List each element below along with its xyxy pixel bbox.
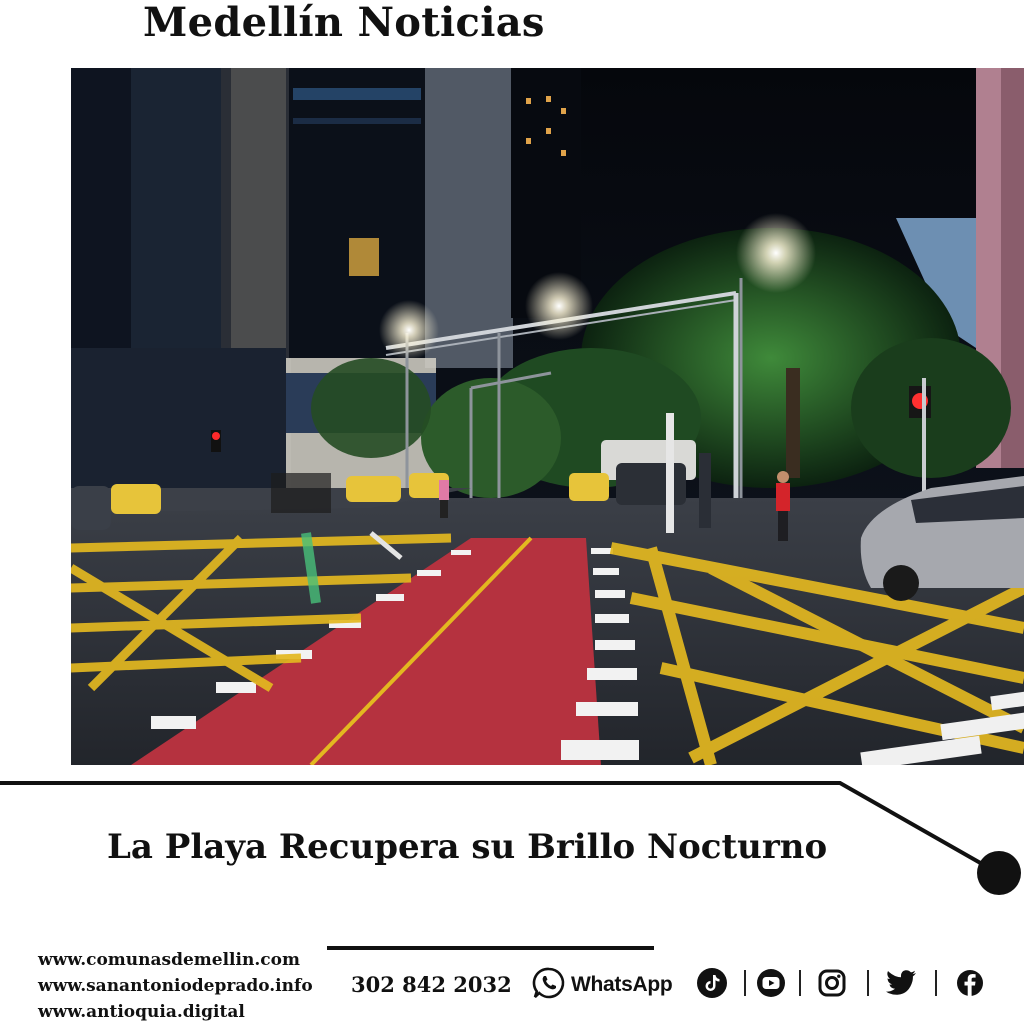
separator [935, 970, 937, 996]
website-link[interactable]: www.antioquia.digital [38, 1002, 245, 1022]
whatsapp-icon [532, 966, 566, 1004]
website-link[interactable]: www.sanantoniodeprado.info [38, 976, 313, 996]
website-list [38, 947, 313, 1025]
headline: La Playa Recupera su Brillo Nocturno [107, 827, 828, 867]
phone-number[interactable]: 302 842 2032 [351, 972, 512, 997]
separator [867, 970, 869, 996]
footer-rule [327, 946, 654, 950]
twitter-icon[interactable] [885, 966, 917, 1000]
separator [744, 970, 746, 996]
instagram-icon[interactable] [818, 966, 846, 1000]
separator [799, 970, 801, 996]
whatsapp-label: WhatsApp [571, 973, 673, 996]
facebook-icon[interactable] [956, 966, 984, 1000]
youtube-icon[interactable] [756, 966, 786, 1000]
news-photo [71, 68, 1024, 765]
website-link[interactable]: www.comunasdemellin.com [38, 950, 300, 970]
tiktok-icon[interactable] [696, 966, 728, 1000]
whatsapp-contact[interactable] [532, 968, 672, 1002]
brand-title: Medellín Noticias [143, 0, 545, 46]
